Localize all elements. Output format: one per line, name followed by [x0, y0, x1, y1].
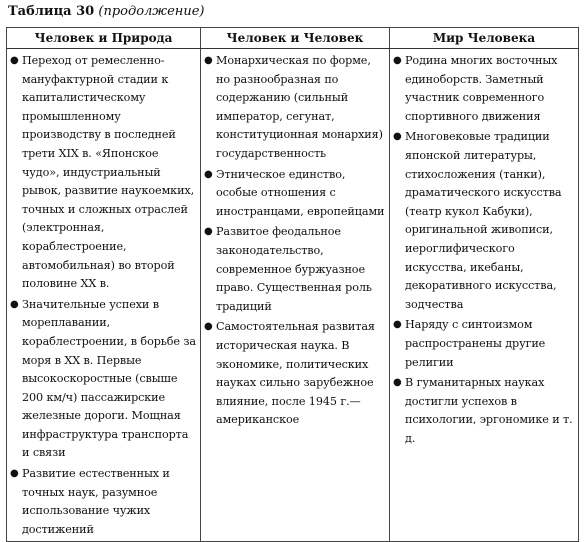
list-item-text: Родина многих восточных единоборств. Заметный участник современного спортивного движения — [405, 54, 558, 123]
bullet-icon: ● — [204, 321, 213, 333]
table-continuation-note: (продолжение) — [98, 4, 205, 19]
bullet-icon: ● — [393, 377, 402, 389]
bullet-icon: ● — [393, 131, 402, 143]
table-caption — [8, 4, 204, 20]
bullet-icon: ● — [10, 298, 19, 310]
bullet-icon: ● — [204, 55, 213, 66]
list-item-text: Развитие естественных и точных наук, разумное использование чужих достижений — [22, 467, 170, 536]
list-item — [10, 296, 198, 463]
list-item — [204, 318, 387, 430]
list-item — [393, 128, 576, 314]
bullet-icon: ● — [393, 319, 402, 331]
header-row — [7, 28, 579, 49]
column-human-world-cell — [390, 49, 579, 542]
list-item-text: Самостоятельная развитая историческая наука. В экономике, политических науках сильно зарубежное влияние, после 1945 г.— американское — [216, 320, 375, 427]
list-item — [10, 465, 198, 539]
list-item-text: Развитое феодальное законодательство, современное буржуазное право. Существенная роль традиций — [216, 225, 372, 313]
list-item-text: В гуманитарных науках достигли успехов в психологии, эргономике и т. д. — [405, 376, 573, 445]
list-item-text: Значительные успехи в мореплавании, кораблестроении, в борьбе за моря в XX в. Первые высокоскоростные (свыше 200 км/ч) пассажирские железные дороги. Мощная инфраструктура транспорта и связи — [22, 297, 196, 460]
list-item — [10, 52, 198, 294]
column-header-nature: Человек и Природа — [7, 28, 201, 49]
society-list — [204, 52, 387, 430]
list-item-text: Многовековые традиции японской литературы, стихосложения (танки), драматического искусства (театр кукол Кабуки), оригинальной живописи, иероглифического искусства, икебаны, декоративного искусства, зодчества — [405, 130, 562, 311]
list-item — [393, 316, 576, 372]
list-item — [204, 52, 387, 164]
column-nature-cell — [7, 49, 201, 542]
bullet-icon: ● — [204, 226, 213, 238]
column-society-cell — [201, 49, 390, 542]
table-label: Таблица 30 — [8, 4, 95, 19]
content-table — [6, 27, 579, 542]
column-header-human-world: Мир Человека — [390, 28, 579, 49]
list-item — [393, 52, 576, 126]
bullet-icon: ● — [393, 55, 402, 66]
list-item — [204, 223, 387, 316]
bullet-icon: ● — [204, 168, 213, 180]
bullet-icon: ● — [10, 468, 19, 480]
human-world-list — [393, 52, 576, 448]
list-item — [393, 374, 576, 448]
list-item-text: Монархическая по форме, но разнообразная по содержанию (сильный император, сегунат, конституционная монархия) государственность — [216, 54, 383, 160]
column-header-society: Человек и Человек — [201, 28, 390, 49]
list-item — [204, 166, 387, 222]
bullet-icon: ● — [10, 55, 19, 66]
list-item-text: Переход от ремесленно-мануфактурной стадии к капиталистическому промышленному производству в последней трети XIX в. «Японское чудо», индустриальный рывок, развитие наукоемких, точных и сложных отраслей (электронная, кораблестроение, автомобильная) во второй половине XX в. — [22, 54, 195, 291]
nature-list — [10, 52, 198, 539]
list-item-text: Этническое единство, особые отношения с иностранцами, европейцами — [216, 167, 385, 218]
content-row — [7, 49, 579, 542]
list-item-text: Наряду с синтоизмом распространены другие религии — [405, 318, 546, 369]
